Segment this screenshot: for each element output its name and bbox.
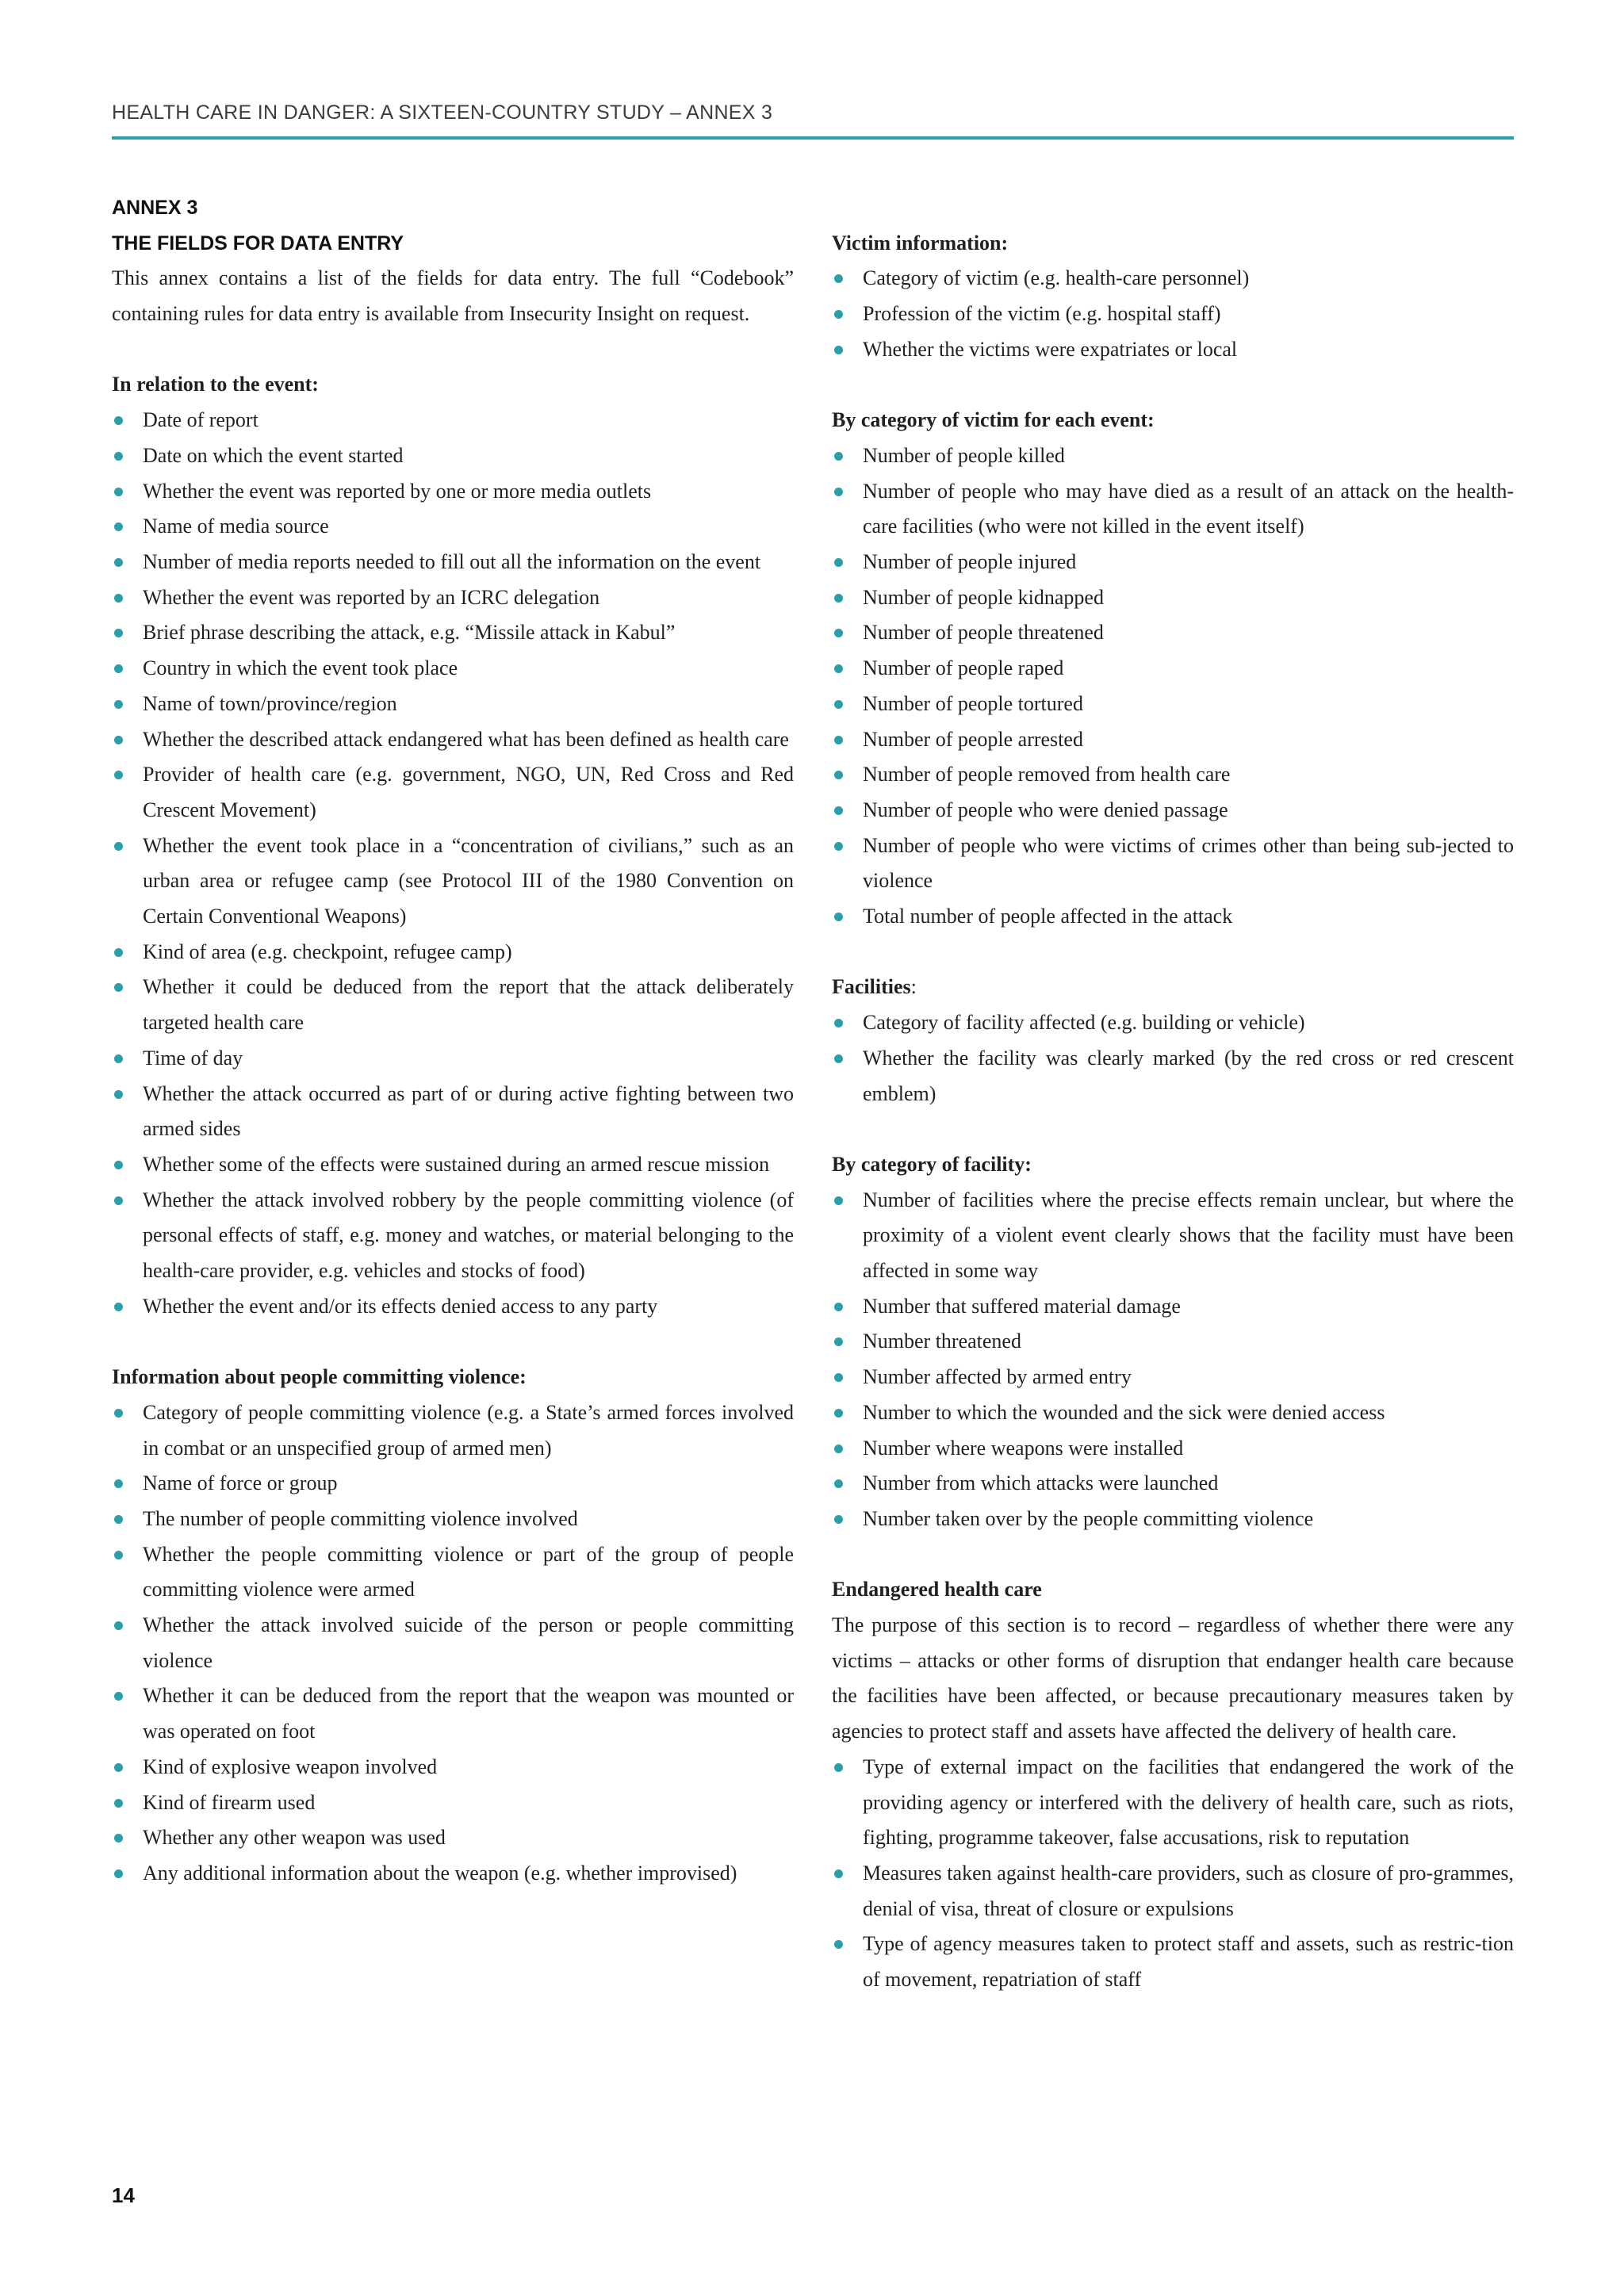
bullet-icon xyxy=(114,983,123,992)
facilities-heading-colon: : xyxy=(910,975,917,999)
list-item xyxy=(112,1678,794,1749)
running-header: HEALTH CARE IN DANGER: A SIXTEEN-COUNTRY STUDY – ANNEX 3 xyxy=(112,101,773,124)
page-number: 14 xyxy=(112,2183,135,2207)
list-item-text: Number of media reports needed to fill out all the information on the event xyxy=(143,549,761,573)
bullet-icon xyxy=(114,558,123,567)
list-item-text: Number affected by armed entry xyxy=(863,1365,1132,1389)
bullet-icon xyxy=(114,594,123,603)
bullet-icon xyxy=(834,346,843,354)
list-item-text: Number of people removed from health care xyxy=(863,763,1231,786)
list-item xyxy=(832,1502,1514,1537)
list-item-text: Category of facility affected (e.g. building or vehicle) xyxy=(863,1011,1305,1035)
list-item xyxy=(112,545,794,580)
list-item xyxy=(112,935,794,970)
list-item-text: Country in which the event took place xyxy=(143,656,458,680)
list-item-text: Category of people committing violence (e.g. a State’s armed forces involved in combat or an unspecified group of armed men) xyxy=(143,1400,794,1460)
list-item-text: The number of people committing violence involved xyxy=(143,1506,578,1530)
list-item xyxy=(832,1005,1514,1041)
list-item xyxy=(112,1608,794,1678)
spacer xyxy=(112,1324,794,1360)
list-item xyxy=(832,1856,1514,1927)
list-item xyxy=(832,615,1514,651)
list-item-text: Number where weapons were installed xyxy=(863,1436,1184,1460)
list-item-text: Number of people who were denied passage xyxy=(863,798,1228,821)
list-item xyxy=(832,793,1514,828)
bullet-icon xyxy=(834,1940,843,1949)
list-item-text: Name of media source xyxy=(143,515,329,538)
list-item-text: Whether the event was reported by an ICRC delegation xyxy=(143,585,600,609)
list-item-text: Number of people tortured xyxy=(863,691,1083,715)
bullet-icon xyxy=(114,629,123,637)
bullet-icon xyxy=(834,1054,843,1063)
list-item xyxy=(112,474,794,510)
spacer xyxy=(832,1112,1514,1147)
victim-info-list xyxy=(832,261,1514,367)
list-item xyxy=(112,757,794,828)
facilities-heading: Facilities xyxy=(832,975,911,999)
bullet-icon xyxy=(114,1161,123,1169)
bullet-icon xyxy=(834,594,843,603)
bullet-icon xyxy=(834,452,843,461)
list-item xyxy=(832,899,1514,935)
bullet-icon xyxy=(114,416,123,425)
list-item-text: Provider of health care (e.g. government, NGO, UN, Red Cross and Red Crescent Movement) xyxy=(143,763,794,821)
victim-info-heading: Victim information: xyxy=(832,231,1009,254)
bullet-icon xyxy=(834,1303,843,1311)
facility-category-heading: By category of facility: xyxy=(832,1152,1032,1176)
list-item xyxy=(832,1431,1514,1467)
list-item-text: Measures taken against health-care providers, such as closure of pro-grammes, denial of visa, threat of closure or expulsions xyxy=(863,1861,1514,1920)
list-item-text: Number from which attacks were launched xyxy=(863,1471,1219,1495)
list-item-text: Profession of the victim (e.g. hospital staff) xyxy=(863,302,1221,326)
list-item-text: Number of people who were victims of crimes other than being sub-jected to violence xyxy=(863,833,1514,893)
spacer xyxy=(832,1537,1514,1573)
list-item-text: Whether some of the effects were sustained during an armed rescue mission xyxy=(143,1152,770,1176)
list-item xyxy=(832,1041,1514,1112)
bullet-icon xyxy=(114,1196,123,1205)
bullet-icon xyxy=(834,736,843,744)
list-item-text: Whether the event and/or its effects denied access to any party xyxy=(143,1294,658,1318)
list-item-text: Number of people kidnapped xyxy=(863,585,1104,609)
list-item xyxy=(112,651,794,687)
list-item xyxy=(112,1466,794,1502)
list-item xyxy=(832,438,1514,474)
list-item-text: Number of facilities where the precise effects remain unclear, but where the proximity of a violent event clearly shows that the facility must have been affected in some way xyxy=(863,1188,1514,1283)
list-item-text: Whether the people committing violence or part of the group of people committing violence were armed xyxy=(143,1542,794,1601)
list-item-text: Whether the event took place in a “concentration of civilians,” such as an urban area or refugee camp (see Protocol III of the 1980 Convention on Certain Conventional Weapons) xyxy=(143,833,794,928)
list-item xyxy=(112,722,794,758)
right-column xyxy=(832,190,1514,1998)
list-item xyxy=(832,651,1514,687)
bullet-icon xyxy=(834,842,843,851)
list-item-text: Category of victim (e.g. health-care personnel) xyxy=(863,266,1250,290)
list-item xyxy=(832,1360,1514,1395)
event-heading: In relation to the event: xyxy=(112,373,319,396)
list-item xyxy=(112,828,794,935)
list-item-text: Any additional information about the weapon (e.g. whether improvised) xyxy=(143,1861,737,1885)
list-item-text: Number to which the wounded and the sick were denied access xyxy=(863,1400,1385,1424)
list-item-text: Name of town/province/region xyxy=(143,691,397,715)
list-item-text: Whether the victims were expatriates or local xyxy=(863,337,1238,361)
list-item-text: Total number of people affected in the attack xyxy=(863,905,1233,928)
victim-category-heading: By category of victim for each event: xyxy=(832,408,1155,432)
bullet-icon xyxy=(834,558,843,567)
list-item-text: Kind of firearm used xyxy=(143,1790,316,1814)
header-rule xyxy=(112,136,1514,140)
annex-intro: This annex contains a list of the fields for data entry. The full “Codebook” containing rules for data entry is available from Insecurity Insight on request. xyxy=(112,266,794,326)
annex-title: THE FIELDS FOR DATA ENTRY xyxy=(112,232,404,254)
perpetrators-list xyxy=(112,1395,794,1892)
perpetrators-heading: Information about people committing violence: xyxy=(112,1365,527,1389)
list-item xyxy=(832,1927,1514,1997)
bullet-icon xyxy=(834,700,843,709)
bullet-icon xyxy=(114,522,123,531)
bullet-icon xyxy=(834,274,843,283)
endangered-heading: Endangered health care xyxy=(832,1578,1042,1601)
bullet-icon xyxy=(114,488,123,496)
list-item-text: Whether the facility was clearly marked (by the red cross or red crescent emblem) xyxy=(863,1046,1514,1105)
bullet-icon xyxy=(114,452,123,461)
bullet-icon xyxy=(114,1763,123,1772)
bullet-icon xyxy=(114,1409,123,1418)
bullet-icon xyxy=(114,1621,123,1630)
bullet-icon xyxy=(834,1479,843,1488)
list-item-text: Number of people who may have died as a result of an attack on the health-care facilities (who were not killed in the event itself) xyxy=(863,479,1514,538)
list-item xyxy=(832,297,1514,332)
list-item xyxy=(832,261,1514,297)
endangered-intro: The purpose of this section is to record – regardless of whether there were any victims – attacks or other forms of disruption that endanger health care because the facilities have been affected, or because precautionary measures taken by agencies to protect staff and assets have affected the delivery of health care. xyxy=(832,1613,1514,1743)
list-item xyxy=(112,403,794,438)
bullet-icon xyxy=(834,310,843,319)
list-item xyxy=(832,580,1514,616)
list-item-text: Number of people raped xyxy=(863,656,1064,680)
list-item-text: Date on which the event started xyxy=(143,443,404,467)
bullet-icon xyxy=(834,913,843,921)
bullet-icon xyxy=(834,771,843,779)
list-item-text: Name of force or group xyxy=(143,1471,338,1495)
bullet-icon xyxy=(114,1479,123,1488)
bullet-icon xyxy=(834,1196,843,1205)
endangered-list xyxy=(832,1750,1514,1998)
bullet-icon xyxy=(834,1869,843,1878)
list-item-text: Whether it can be deduced from the report that the weapon was mounted or was operated on foot xyxy=(143,1684,794,1743)
facility-category-list xyxy=(832,1183,1514,1537)
list-item xyxy=(112,1183,794,1289)
list-item xyxy=(832,757,1514,793)
list-item xyxy=(112,1289,794,1325)
list-item xyxy=(832,722,1514,758)
bullet-icon xyxy=(114,1303,123,1311)
list-item-text: Number of people threatened xyxy=(863,621,1104,645)
list-item xyxy=(832,332,1514,368)
list-item-text: Whether the described attack endangered what has been defined as health care xyxy=(143,727,789,751)
bullet-icon xyxy=(834,629,843,637)
list-item xyxy=(112,1395,794,1466)
bullet-icon xyxy=(114,1692,123,1701)
list-item xyxy=(112,1502,794,1537)
list-item xyxy=(112,1147,794,1183)
bullet-icon xyxy=(114,700,123,709)
list-item xyxy=(832,1395,1514,1431)
list-item xyxy=(832,687,1514,722)
bullet-icon xyxy=(834,1763,843,1772)
bullet-icon xyxy=(114,1515,123,1524)
list-item-text: Time of day xyxy=(143,1046,243,1070)
bullet-icon xyxy=(834,1445,843,1453)
list-item-text: Whether the event was reported by one or more media outlets xyxy=(143,479,652,503)
list-item xyxy=(112,1785,794,1821)
list-item xyxy=(112,1856,794,1892)
spacer xyxy=(832,190,1514,226)
list-item-text: Number that suffered material damage xyxy=(863,1294,1181,1318)
bullet-icon xyxy=(834,664,843,673)
spacer xyxy=(832,935,1514,970)
bullet-icon xyxy=(114,736,123,744)
bullet-icon xyxy=(114,1799,123,1808)
list-item xyxy=(112,615,794,651)
spacer xyxy=(112,332,794,368)
list-item xyxy=(832,828,1514,899)
bullet-icon xyxy=(114,1834,123,1843)
list-item xyxy=(112,580,794,616)
list-item xyxy=(112,1077,794,1147)
list-item xyxy=(112,1041,794,1077)
bullet-icon xyxy=(114,1551,123,1559)
bullet-icon xyxy=(114,1869,123,1878)
bullet-icon xyxy=(114,771,123,779)
list-item-text: Brief phrase describing the attack, e.g. “Missile attack in Kabul” xyxy=(143,621,676,645)
list-item xyxy=(112,509,794,545)
list-item xyxy=(832,474,1514,545)
list-item-text: Number of people arrested xyxy=(863,727,1083,751)
list-item xyxy=(112,1537,794,1608)
list-item-text: Number threatened xyxy=(863,1330,1021,1353)
bullet-icon xyxy=(114,842,123,851)
list-item-text: Number taken over by the people committing violence xyxy=(863,1506,1314,1530)
list-item xyxy=(112,687,794,722)
list-item xyxy=(832,545,1514,580)
bullet-icon xyxy=(834,488,843,496)
list-item-text: Whether the attack occurred as part of or during active fighting between two armed sides xyxy=(143,1081,794,1141)
bullet-icon xyxy=(834,1373,843,1382)
list-item xyxy=(832,1289,1514,1325)
list-item xyxy=(832,1750,1514,1856)
bullet-icon xyxy=(114,664,123,673)
bullet-icon xyxy=(834,1515,843,1524)
bullet-icon xyxy=(114,948,123,957)
facilities-list xyxy=(832,1005,1514,1112)
list-item-text: Whether the attack involved robbery by the people committing violence (of personal effects of staff, e.g. money and watches, or material belonging to the health-care provider, e.g. vehicles and stocks of food) xyxy=(143,1188,794,1283)
list-item xyxy=(832,1466,1514,1502)
list-item xyxy=(112,1820,794,1856)
facilities-heading-line xyxy=(832,970,1514,1005)
list-item-text: Kind of area (e.g. checkpoint, refugee camp) xyxy=(143,939,512,963)
list-item-text: Kind of explosive weapon involved xyxy=(143,1755,438,1778)
list-item-text: Whether any other weapon was used xyxy=(143,1826,446,1850)
bullet-icon xyxy=(834,806,843,815)
bullet-icon xyxy=(114,1090,123,1099)
victim-category-list xyxy=(832,438,1514,935)
list-item xyxy=(112,970,794,1040)
list-item-text: Whether it could be deduced from the report that the attack deliberately targeted health care xyxy=(143,975,794,1035)
list-item-text: Whether the attack involved suicide of the person or people committing violence xyxy=(143,1613,794,1672)
bullet-icon xyxy=(114,1054,123,1063)
annex-label: ANNEX 3 xyxy=(112,197,198,219)
bullet-icon xyxy=(834,1337,843,1346)
list-item xyxy=(832,1183,1514,1289)
list-item-text: Number of people killed xyxy=(863,443,1065,467)
list-item xyxy=(832,1324,1514,1360)
event-list xyxy=(112,403,794,1324)
list-item xyxy=(112,1750,794,1785)
spacer xyxy=(832,368,1514,404)
bullet-icon xyxy=(834,1019,843,1027)
list-item-text: Date of report xyxy=(143,408,259,432)
list-item-text: Type of agency measures taken to protect staff and assets, such as restric-tion of movement, repatriation of staff xyxy=(863,1932,1514,1992)
list-item xyxy=(112,438,794,474)
list-item-text: Type of external impact on the facilities that endangered the work of the providing agency or interfered with the delivery of health care, such as riots, fighting, programme takeover, false accusations, risk to reputation xyxy=(863,1755,1514,1850)
list-item-text: Number of people injured xyxy=(863,550,1077,573)
bullet-icon xyxy=(834,1409,843,1418)
left-column xyxy=(112,190,794,1892)
